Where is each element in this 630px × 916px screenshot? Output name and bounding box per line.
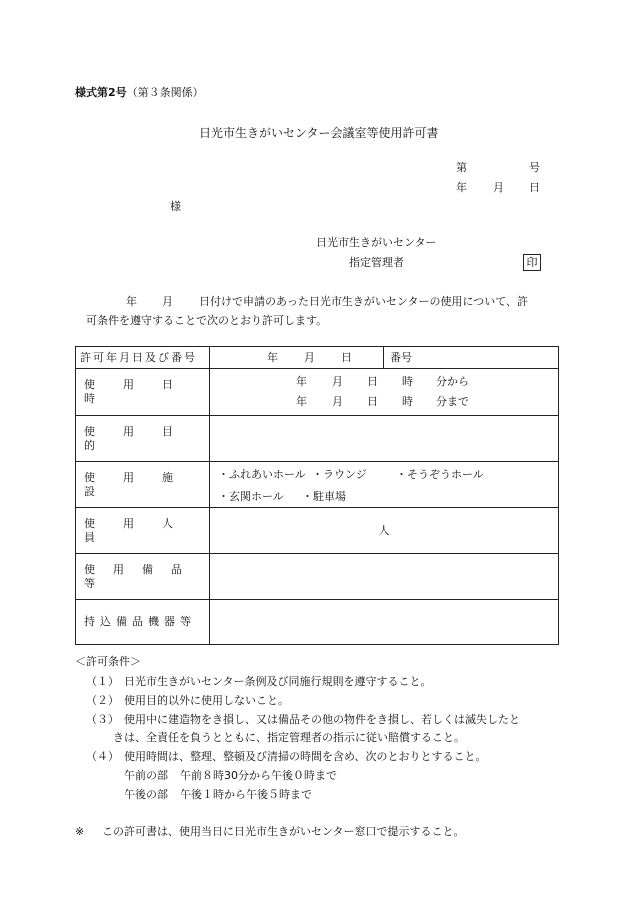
brought-value-cell	[210, 600, 559, 645]
purpose-label-text: 使用目的	[84, 424, 201, 452]
intro-year: 年	[126, 295, 137, 308]
usage-to-day: 日	[367, 395, 378, 408]
permit-date-year: 年	[267, 350, 278, 364]
intro-month: 月	[162, 295, 173, 308]
number-prefix: 第	[456, 161, 467, 174]
purpose-row	[76, 416, 559, 462]
usage-datetime-label-cell	[76, 369, 210, 416]
condition-2-number: （２）	[86, 694, 119, 707]
issuer-title: 指定管理者	[349, 256, 404, 269]
intro-line-1: 日付けで申請のあった日光市生きがいセンターの使用について、許	[199, 295, 529, 308]
brought-label	[76, 615, 209, 629]
usage-to-year: 年	[296, 395, 307, 408]
facility-option-lounge: ・ラウンジ	[312, 467, 367, 481]
brought-label-cell	[76, 600, 210, 645]
date-day: 日	[529, 181, 540, 194]
equipment-row	[76, 554, 559, 600]
conditions-heading: ＜許可条件＞	[75, 655, 141, 668]
usage-to-hour: 時	[402, 395, 413, 408]
condition-3-continuation: きは、全責任を負うとともに、指定管理者の指示に従い賠償すること。	[113, 731, 465, 744]
condition-1-text: 日光市生きがいセンター条例及び同施行規則を遵守すること。	[124, 675, 432, 688]
usage-from-hour: 時	[402, 375, 413, 388]
date-month: 月	[493, 181, 504, 194]
equipment-label	[76, 563, 209, 591]
purpose-label-cell	[76, 416, 210, 462]
condition-3-text: 使用中に建造物をき損し、又は備品その他の物件をき損し、若しくは滅失したと	[124, 713, 520, 726]
note-text: この許可書は、使用当日に日光市生きがいセンター窓口で提示すること。	[102, 825, 465, 838]
permit-date-label-cell	[76, 347, 210, 369]
brought-row	[76, 600, 559, 645]
note-mark: ※	[75, 825, 85, 838]
permit-number-label: 番号	[390, 350, 412, 364]
people-label-text: 使用人員	[84, 516, 201, 544]
usage-datetime-label	[76, 378, 209, 406]
usage-datetime-label-text: 使用日時	[84, 378, 201, 405]
permit-number-cell	[384, 347, 559, 369]
usage-datetime-value-cell	[210, 369, 559, 416]
facility-option-souzou: ・そうぞうホール	[396, 467, 484, 481]
usage-from-month: 月	[332, 375, 343, 388]
facility-label-cell	[76, 462, 210, 508]
people-unit: 人	[378, 523, 390, 537]
usage-from-minute: 分から	[436, 375, 469, 388]
permit-date-label	[76, 351, 209, 365]
condition-4-text: 使用時間は、整理、整頓及び清掃の時間を含め、次のとおりとすること。	[124, 750, 487, 763]
form-number-bold: 様式第2号	[75, 86, 127, 99]
number-suffix: 号	[529, 161, 540, 174]
facility-option-fureai: ・ふれあいホール	[218, 467, 306, 481]
people-label	[76, 517, 209, 545]
facility-label	[76, 471, 209, 499]
permit-date-row	[76, 347, 559, 369]
permit-table	[75, 346, 559, 645]
permit-date-value-cell	[210, 347, 384, 369]
condition-3-number: （３）	[86, 713, 119, 726]
condition-4-number: （４）	[86, 750, 119, 763]
usage-from-day: 日	[367, 375, 378, 388]
usage-datetime-row	[76, 369, 559, 416]
form-number	[75, 86, 204, 100]
morning-session-label: 午前の部	[124, 769, 168, 782]
permit-date-label-text: 許可年月日及び番号	[80, 350, 197, 364]
purpose-value-cell	[210, 416, 559, 462]
morning-session-time: 午前８時30分から午後０時まで	[180, 769, 337, 782]
facility-option-parking: ・駐車場	[302, 489, 346, 503]
date-year: 年	[456, 181, 467, 194]
condition-1-number: （１）	[86, 675, 119, 688]
people-label-cell	[76, 508, 210, 554]
addressee-suffix: 様	[170, 200, 181, 213]
usage-to-minute: 分まで	[436, 395, 469, 408]
equipment-value-cell	[210, 554, 559, 600]
brought-label-text: 持込備品機器等	[84, 615, 196, 628]
usage-from-year: 年	[296, 375, 307, 388]
facility-label-text: 使用施設	[84, 470, 201, 498]
intro-line-2: 可条件を遵守することで次のとおり許可します。	[86, 314, 328, 327]
afternoon-session-time: 午後１時から午後５時まで	[180, 788, 312, 801]
purpose-label	[76, 425, 209, 453]
issuer-organization: 日光市生きがいセンター	[316, 236, 437, 249]
facility-value-cell	[210, 462, 559, 508]
condition-2-text: 使用目的以外に使用しないこと。	[124, 694, 289, 707]
afternoon-session-label: 午後の部	[124, 788, 168, 801]
people-value-cell	[210, 508, 559, 554]
equipment-label-text: 使用備品等	[84, 562, 200, 590]
facility-option-entrance: ・玄関ホール	[218, 489, 284, 503]
permit-date-month: 月	[304, 350, 315, 364]
equipment-label-cell	[76, 554, 210, 600]
seal-mark: 印	[523, 254, 541, 271]
facility-row	[76, 462, 559, 508]
usage-to-month: 月	[332, 395, 343, 408]
people-row	[76, 508, 559, 554]
document-title: 日光市生きがいセンター会議室等使用許可書	[199, 126, 439, 140]
form-number-article: （第３条関係）	[126, 86, 204, 99]
permit-date-day: 日	[341, 350, 352, 364]
